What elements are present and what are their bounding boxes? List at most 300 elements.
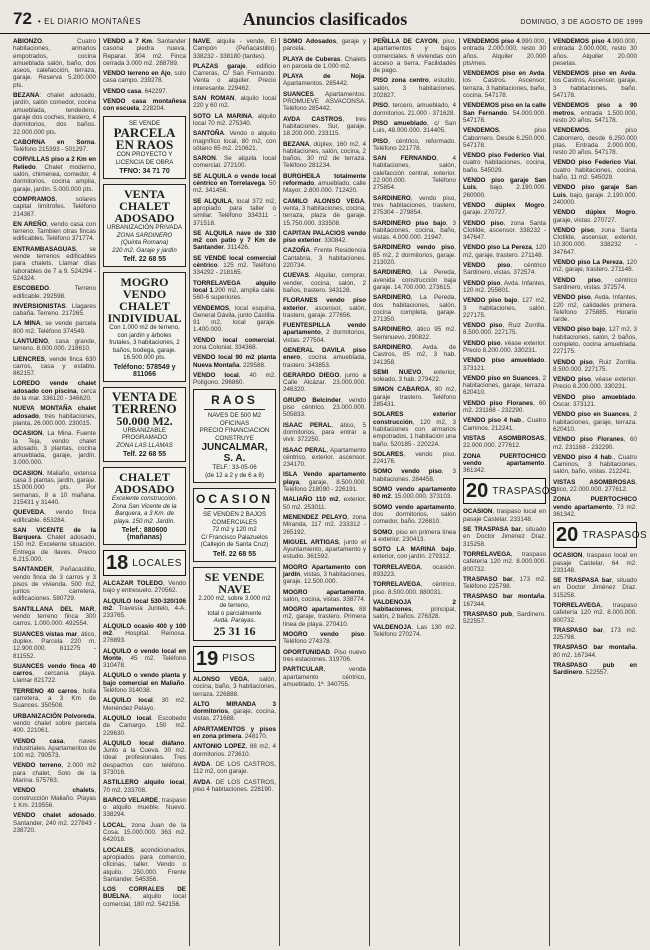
classified-ad: BEZANA, dúplex, 160 m2, 4 habitaciones, salón, cocina, 2 baños, 30 m2 de terraza. Teléfono 281234.: [283, 140, 366, 170]
classified-ad: VENDEMOS piso 4.990.000, entrada 2.000.000, resto 30 años. Alquiler 20.000 pesetas.: [553, 38, 637, 67]
ad-keyword: SOMO vendo apartamento 60 m2: [373, 486, 456, 501]
classified-ad: VENDO piso amueblado. Oscar. 373121.: [553, 393, 637, 409]
classified-ad: VENDO local, 40 m2. Polígono. 296860.: [193, 371, 276, 387]
classified-ad: VENDEMOS, piso Cabornero. Desde 6.250.000. 547178.: [463, 127, 546, 149]
ad-keyword: SE ALQUILA: [193, 197, 232, 205]
ad-keyword: LIENCRES: [13, 355, 45, 363]
ad-keyword: GENERAL DAVILA piso enero: [283, 346, 366, 362]
ad-keyword: ALQUILO local 530-320/106 m2: [103, 597, 186, 613]
classified-ad: PLAYA de Noja. Apartamentos. 285442.: [283, 73, 366, 88]
classified-ad: VENDO piso, zona Santa Clotilde, ascensor, exterior, 10.300.000. 338232 - 347647.: [553, 226, 637, 256]
classified-ad: VENDEMOS piso a 90 metros, entrada 1.500.000, resto 20 años. 547178.: [553, 102, 637, 124]
box-word: MOGRO: [120, 275, 169, 290]
classified-ad: LOREDO vende chalet adosado con piscina, cerca de la mar. 336120 - 346620.: [13, 380, 96, 403]
ad-keyword: ENTRAMBASAGUAS: [13, 245, 76, 253]
ad-keyword: VALDENOJA: [373, 623, 412, 631]
ad-keyword: PISO amueblado: [373, 119, 427, 127]
ad-keyword: LOS CORRALES DE BUELNA: [103, 886, 186, 901]
box-place: ZONA SARDINERO (Quinta Romana): [116, 231, 173, 247]
classified-ad: ANTONIO LOPEZ, 88 m2, 4 dormitorios. 273610.: [193, 743, 276, 758]
classifieds-columns: [10, 38, 648, 946]
column-5: [370, 38, 460, 946]
ad-keyword: VENDEMOS piso en Avda: [553, 70, 636, 78]
ad-list: [553, 552, 637, 676]
ad-keyword: ALTO MIRANDA 3 dormitorios: [193, 700, 276, 716]
ad-keyword: SUANCES: [283, 90, 314, 98]
classified-ad: SOTO LA MARINA bajo, exterior, con jardín. 279312.: [373, 546, 456, 561]
ad-keyword: BARCO VELARDE: [103, 796, 159, 804]
ad-keyword: ALQUILO local: [103, 714, 151, 722]
classified-ad: VENDO piso bajo, 127 m2, 3 habitaciones, salón, 2 baños, completo, cocina amueblada. 227175.: [553, 326, 637, 356]
section-label: TRASPASOS: [492, 485, 558, 497]
box-line: (Callejón de Santa Cruz): [200, 541, 269, 549]
ad-keyword: OCASION: [13, 469, 43, 477]
ad-keyword: TORRELAVEGA: [553, 602, 601, 609]
ad-keyword: LOREDO vende chalet adosado con piscina: [13, 380, 96, 395]
ad-list: [463, 508, 546, 625]
column-2: [100, 38, 190, 946]
section-banner-pisos: [193, 646, 276, 672]
ad-keyword: PLAYA de Cuberas: [283, 55, 341, 63]
classified-ad: GERARDO DIEGO, junto a Calle Alcázar. 23.000.000. 246320.: [283, 371, 367, 394]
ad-keyword: VENDO piso Federico Vial: [553, 159, 636, 167]
ad-keyword: VENDO piso Floranes: [553, 436, 624, 444]
classified-ad: TERRENO 40 carros, bolla carretera, a 3 Km de Suances. 350508.: [13, 687, 96, 710]
classified-ad: SOMO, piso en primera línea a exterior. 230413.: [373, 528, 456, 543]
classified-ad: OCASION, Maliaño, extensa casa 3 plantas, jardín, garaje. 15.000.000 pts. Por semanas, 8 a 10 mañana. 215431 y 31440.: [13, 469, 96, 506]
classified-ad: VENDEMOS piso en la calle San Fernando. 54.000.000. 547178.: [463, 102, 546, 124]
classified-ad: VENDO piso Federico Vial, cuatro habitaciones, cocina, baño, 11 m2. 545029.: [553, 159, 637, 182]
ad-keyword: URBANIZACIÓN Polvoreda: [13, 712, 95, 720]
ad-list: [553, 38, 637, 518]
ad-keyword: SARDINERO piso bajo: [373, 219, 447, 227]
classified-ad: BARCO VELARDE, traspaso o alquilo mueble. Nuevo. 338294.: [103, 796, 186, 819]
classified-ad: SARON. Se alquila local comercial. 272100.: [193, 155, 276, 170]
ad-keyword: SAN ROMAN: [193, 95, 235, 103]
section-banner-locales: [103, 550, 186, 576]
classified-ad: VENDO piso, véase exterior. Precio 8.200.000. 330231.: [463, 339, 546, 354]
ad-keyword: ISAAC PERAL: [283, 421, 332, 429]
classified-ad: ENTRAMBASAGUAS, se vende terrenos edificables para chalets. Llamar días laborables de 7 a 9. 524294 - 524324.: [13, 245, 96, 282]
ad-box-se-vende-nave: [193, 567, 276, 641]
page-number: 72: [13, 9, 32, 28]
ad-keyword: PISO: [373, 102, 389, 110]
classified-ad: VENDO local 90 m2 planta Nueva Montaña. 229588.: [193, 354, 276, 369]
ad-keyword: AVDA CASTROS: [283, 115, 343, 123]
ad-keyword: VENDO piso 4 hab: [463, 417, 521, 425]
ad-keyword: VENDO piso bajo: [553, 326, 606, 334]
box-subtitle: Excelente construcción. Zona San Vicente de la Barquera, a 3 Km. de playa. 150 m2. Jardín.: [111, 495, 178, 525]
classified-ad: ALQUILO o vendo local en Monte, 45 m2. Teléfono 310478.: [103, 647, 186, 670]
classified-ad: TORRELAVEGA, traspaso cafetería 120 m2. 8.000.000. 800732.: [553, 602, 637, 624]
classified-ad: OCASION, La Mina. Fuente la Teja, vendo chalet adosado, 3 plantas, cocina amueblada, garaje, jardín. 3.000.000.: [13, 430, 96, 467]
ad-keyword: SEMI NUEVO: [373, 368, 422, 376]
ad-keyword: TORRELAVEGA: [373, 563, 421, 571]
classified-ad: SAN ROMAN, alquilo local 220 y 60 m2.: [193, 95, 276, 110]
classified-ad: NAVE, alquila - vende, El Campón (Peñacastillo). 338232 - 338180 (tardes).: [193, 38, 276, 60]
ad-keyword: MOGRO Apartamento con jardín: [283, 563, 366, 578]
ad-keyword: ALQUILO ocasio 400 y 100 m2: [103, 622, 186, 637]
ad-keyword: VENDO casa: [13, 737, 64, 745]
section-number: 20: [466, 480, 489, 503]
classified-ad: ALQUILO local diáfano. Junto a la Cueva. 30 m2. Ideal profesionales. Tres despachos con teléfono. 373016.: [103, 739, 186, 776]
ad-keyword: VENDO terreno: [13, 762, 62, 770]
classified-ad: SE ALQUILA nave de 330 m2 con patio y 7 Km de Santander. 311426.: [193, 229, 276, 252]
classified-ad: SOMO vendo apartamento, dos dormitorios, salón comedor, baño. 226810.: [373, 503, 456, 526]
ad-keyword: AVDA: [193, 778, 211, 786]
classified-ad: VALDENOJA, Las 130 m2. Teléfono 270274.: [373, 623, 456, 639]
classified-ad: VENDO dúplex Mogro, garaje, vistas. 270727.: [553, 209, 637, 224]
ad-keyword: SE ALQUILA o vende local céntrico en Torrelavega: [193, 172, 276, 188]
ad-keyword: ESCOBEDO: [13, 285, 50, 293]
ad-keyword: VENDO piso en Suances: [463, 374, 539, 382]
ad-keyword: PISO: [373, 137, 389, 145]
classified-ad: ALQUILO o vendo planta y bajo comercial en Maliaño. Teléfono 314038.: [103, 672, 186, 695]
classified-ad: TORRELAVEGA alquilo local 1.200 m2, amplia calle. 560-6 superiores.: [193, 279, 276, 302]
ad-keyword: AVDA: [193, 760, 211, 768]
ad-keyword: OCASION: [13, 430, 43, 438]
ad-keyword: PLAZAS garaje: [193, 62, 246, 70]
classified-ad: VENDO dúplex Mogro, garaje. 270727.: [463, 201, 546, 217]
ad-keyword: SARDINERO: [373, 326, 411, 334]
classified-ad: TRASPASO pub, Sardinero. 522557.: [463, 611, 546, 626]
ad-list: [103, 38, 186, 113]
ad-keyword: VENDO piso: [553, 226, 594, 234]
classified-ad: SANTANDER, Peñacastillo, vendo finca de 3 carros y 3 pisos de vivienda. 500 m2, juntos carretera, edificaciones. 580729.: [13, 566, 96, 603]
ad-keyword: SE ALQUILA nave de 330 m2 con patio y 7 Km de Santander: [193, 229, 276, 252]
ad-keyword: LOCAL: [103, 821, 125, 829]
company-name: JUNCALMAR, S. A.: [201, 442, 268, 465]
classified-ad: VENDO piso Federico Vial, cuatro habitaciones, cocina, baño. 545029.: [463, 152, 546, 174]
classified-ad: AVDA. DE LOS CASTROS, 112 m2, con garaje.: [193, 760, 276, 776]
box-title: VENDO CHALET INDIVIDUAL: [107, 287, 182, 326]
classified-ad: LOCALES, acondicionados, apropiados para comercio, oficinas, taller. Vendo o alquilo. 250.000. Frente Santander. 545356.: [103, 846, 186, 883]
classified-ad: TRASPASO bar, 173 m2. Teléfono 225798.: [463, 575, 546, 591]
classified-ad: VENDO piso 4 hab., Cuatro Caminos. 212241.: [463, 417, 546, 432]
ad-keyword: ZONA PUERTOCHICO vendo apartamento: [553, 496, 637, 511]
classified-ad: VENDO local comercial, zona Colonial, 334368.: [193, 336, 276, 351]
ad-keyword: SUANCES vendo finca 40 carros: [13, 662, 96, 678]
box-title: VENTA CHALET ADOSADO: [114, 187, 175, 226]
classified-ad: TRASPASO bar, 173 m2. 225798.: [553, 626, 637, 642]
ad-keyword: NAVE: [193, 38, 211, 45]
classified-ad: VISTAS ASOMBROSAS, ático, 22.000.000. 277612.: [553, 478, 637, 494]
ad-keyword: SE TRASPASA bar: [463, 526, 521, 534]
box-divider: [204, 508, 265, 509]
ad-keyword: FLORANES vendo piso exterior: [283, 297, 366, 312]
ad-keyword: VENDO piso: [463, 339, 501, 347]
classified-ad: VENDO chalets, construcción Maliaño. Playas 1 Km. 219556.: [13, 787, 96, 809]
classified-ad: LOCAL, zona Juan de la Cosa. 15.000.000. 363 m2. 642018.: [103, 821, 186, 844]
classified-ad: SARDINERO, Avda. de Castros, 85 m2, 3 hab. 241358.: [373, 343, 456, 366]
box-subtitle: CON PROYECTO Y LICENCIA DE OBRA: [115, 151, 174, 166]
ad-keyword: CORVILLAS piso a 2 Km en Reliedo: [13, 156, 96, 171]
ad-keyword: SANTANDER: [13, 566, 53, 574]
ad-keyword: EN AREÑO: [13, 220, 47, 228]
classified-ad: TORRELAVEGA, ocasión. 893223.: [373, 563, 456, 578]
ad-keyword: SARDINERO: [373, 294, 411, 302]
ad-list: [373, 38, 456, 638]
ad-keyword: PEÑILLA DE CAYON: [373, 38, 438, 45]
box-subtitle: URBANIZABLE PROGRAMADO: [121, 426, 168, 442]
box-title: PARCELA EN RAOS: [113, 125, 176, 153]
ad-keyword: VENDEMOS piso 4: [553, 38, 611, 45]
ad-keyword: MOGRO vendo piso: [283, 631, 365, 639]
classified-ad: NUEVA MONTAÑA chalet adosado, tres habitaciones, planta, 26.000.000. 230015.: [13, 405, 96, 427]
classified-ad: SARDINERO vendo piso, 85 m2, 2 dormitorios, garaje. 213020.: [373, 244, 456, 267]
ad-keyword: VENDO piso garaje San Luis: [463, 177, 546, 192]
ad-keyword: VENDO local: [193, 371, 239, 379]
classified-ad: VENDO chalet adosado, Santander, 240 m2. 227843 - 238720.: [13, 812, 96, 834]
box-title: CHALET ADOSADO: [114, 470, 175, 497]
classified-ad: PLAZAS garaje, edificio Carreras, C/ San Fernando. Venta o alquiler. Precio interesante. 229462.: [193, 62, 276, 92]
box-area: 50.000 M2.: [116, 413, 173, 428]
classified-ad: SOMO vendo piso, 3 habitaciones. 284458.: [373, 468, 456, 483]
classified-ad: ESCOBEDO. Terreno edificable. 292598.: [13, 285, 96, 300]
box-subtitle: Con 1.000 m2 de terreno, con jardín y árboles frutales, 3 habitaciones, 2 baños, bodega, garaje. 16.500.000 pts.: [109, 324, 180, 362]
classified-ad: VENDO piso 4 hab., Cuatro Caminos, 3 habitaciones, salón, baño, vistas. 212241.: [553, 453, 637, 476]
classified-ad: VENDEMOS piso en Avda. los Castros. Ascensor, terraza, 3 habitaciones, baño, cocina. 547178.: [463, 70, 546, 100]
classified-ad: ISAAC PERAL, ático, 5 dormitorios, para entrar a vivir. 372250.: [283, 421, 366, 444]
classified-ad: SUANCES vendo finca 40 carros, cercanía playa. Llamar 821722.: [13, 662, 96, 685]
ad-keyword: TRASPASO pub en Sardinero: [553, 662, 637, 677]
page-header: [0, 0, 650, 34]
classified-ad: SE TRASPASA bar, situado en Doctor Jiménez Díaz. 315258.: [553, 577, 637, 599]
ad-keyword: ASTILLERO alquilo local: [103, 779, 185, 787]
classified-ad: OPORTUNIDAD. Piso nuevo tres estaciones. 319706.: [283, 648, 366, 663]
ad-keyword: SOLARES: [373, 450, 404, 458]
box-line: 2.200 m2, sobre 3.000 m2 de terreno,: [198, 594, 271, 610]
box-line: TELF.: 33-05-06: [212, 464, 257, 472]
classified-ad: SE ALQUILA o vende local céntrico en Torrelavega. 50 m2. 341456.: [193, 172, 276, 195]
classified-ad: VENDO a 7 Km. Santander casona piedra nueva. Reparar. 304 m2. Finca cerrada 3.000 m2. 288789.: [103, 38, 186, 67]
classified-ad: APARTAMENTOS y pisos en zona primera. 248170.: [193, 725, 276, 741]
ad-keyword: SANTILLANA DEL MAR: [13, 605, 95, 613]
ad-keyword: VENDO casa: [103, 87, 142, 95]
classified-ad: COMPRAMOS, solares capital limítrofes. Teléfono 214367.: [13, 195, 96, 218]
box-detail: 220 m2. Garaje y jardín: [112, 246, 177, 254]
classified-ad: MOGRO apartamentos, 88 m2, garaje, trastero. Primera línea de playa. 270410.: [283, 606, 366, 628]
ad-keyword: VENDO terreno en Ajo: [103, 70, 171, 78]
ad-list: [193, 676, 276, 793]
classified-ad: MENENDEZ PELAYO, zona Miranda, 117 m2. 233312 - 265192.: [283, 513, 366, 536]
page-date: DOMINGO, 3 DE AGOSTO DE 1999: [520, 19, 643, 26]
classified-ad: VENDO piso La Pereza, 120 m2, garaje, trastero. 271148.: [463, 244, 546, 259]
classified-ad: VENDO piso, Ruiz Zorrilla. 8.500.000. 227175.: [553, 358, 637, 373]
box-line: NAVES DE 500 M2: [207, 412, 262, 420]
ad-keyword: VENDEMOS: [553, 127, 590, 135]
ad-keyword: TORRELAVEGA: [463, 550, 511, 558]
ad-keyword: TRASPASO bar montaña: [553, 644, 636, 652]
classified-ad: ALONSO VEGA, salón, cocina, baño, 3 habitaciones, terraza. 226888.: [193, 675, 276, 698]
ad-keyword: ALQUILO o vendo local en Monte: [103, 647, 186, 662]
ad-box-venta-chalet: [103, 184, 186, 267]
ad-keyword: SUANCES vistas mar: [13, 630, 78, 638]
classified-ad: PISO zona centro, estudio, salón, 3 habitaciones. 202827.: [373, 77, 456, 100]
ad-keyword: VISTAS ASOMBROSAS: [553, 478, 636, 486]
classified-ad: SE ALQUILA, local 372 m2, apropiado para taller o similar. Teléfono 334311 - 371518.: [193, 197, 276, 227]
ad-keyword: VENDEMOS: [193, 304, 230, 312]
classified-ad: SARDINERO, La Pereda, avenida construcción baja garaje. 14.700.000. 273615.: [373, 269, 456, 291]
classified-ad: ALTO MIRANDA 3 dormitorios, garaje, cocina, vistas, 271688.: [193, 700, 276, 723]
classified-ad: VENDO piso, Avda. Infantes, 120 m2. 255601.: [463, 279, 546, 294]
section-banner-traspasos: [553, 522, 648, 548]
box-line: SE VENDEN 2 BAJOS: [203, 511, 266, 519]
ad-keyword: VENDO chalet adosado: [13, 812, 95, 820]
classified-ad: ALQUILO ocasio 400 y 100 m2. Hospital. Reinosa. 276893.: [103, 622, 186, 645]
ad-keyword: VENDO piso bajo: [463, 297, 518, 305]
ad-keyword: VALDENOJA 2 habitaciones: [373, 598, 456, 614]
ad-keyword: VENDEMOS: [463, 127, 500, 135]
classified-ad: CORVILLAS piso a 2 Km en Reliedo. Chalet moderno, salón, chimenea, comedor, 4 dormitorios, cocina amplia, garaje, jardín. 5.000.000 pts.: [13, 156, 96, 193]
ad-keyword: LANTUENO: [13, 337, 48, 345]
classified-ad: VENDO casa montañesa con escuela. 228204.: [103, 98, 186, 113]
box-phone: Telf. 22 68 55: [122, 256, 167, 264]
classified-ad: VENDO piso, Ruiz Zorrilla. 8.500.000. 227175.: [463, 322, 546, 337]
classified-ad: SUANCES vistas mar, ático, duplex. Parcela 220 m. 12.900.000. 811275 - 811552.: [13, 630, 96, 660]
ad-keyword: GRUPO Belcinder: [283, 396, 341, 404]
ad-keyword: OCASION: [553, 552, 583, 560]
classified-ad: SE VENDE local comercial céntrico. 125 m2. Teléfono 334292 - 218165.: [193, 254, 276, 277]
ad-keyword: TRASPASO bar: [463, 575, 513, 583]
classified-ad: CAZOÑA. Frente Residencia Cantabria, 3 habitaciones. 220734.: [283, 247, 366, 270]
classified-ad: SAN VICENTE de la Barquera. Chalet adosado, 150 m2. Excelente situación. Entrega de llaves. Precio 6.215.000.: [13, 526, 96, 563]
box-phone: TFNO: 34 71 70: [119, 168, 170, 176]
section-title: Anuncios clasificados: [242, 9, 408, 29]
classified-ad: ALQUILO local 530-320/106 m2. Travesía Juntelo, 4-A. 233765.: [103, 597, 186, 620]
classified-ad: PARTICULAR, vende apartamento céntrico, amueblado, 1ª. 340755.: [283, 666, 366, 688]
box-phone: Telf. 22 68 55: [122, 451, 167, 459]
classified-ad: SOLARES exterior construcción, 120 m2, 3 habitaciones con armarios empotrados, 1 habitación una baño. 520185 - 220224.: [373, 411, 456, 448]
ad-keyword: TORRELAVEGA alquilo local 1: [193, 279, 276, 294]
classified-ad: FUENTESPILLA vendo apartamento, 2 dormitorios, vistas. 277504.: [283, 322, 366, 344]
ad-keyword: VENDO chalets: [13, 787, 95, 795]
ad-box-mogro: [103, 272, 186, 382]
ad-keyword: ZONA PUERTOCHICO vendo apartamento: [463, 452, 546, 467]
classified-ad: CAMILO ALONSO VEGA, venta, 3 habitaciones, cocina, terraza, plaza de garaje. 15.750.000. 333508.: [283, 197, 366, 227]
classified-ad: VENDO piso La Pereza, 120 m2, garaje, trastero. 271148.: [553, 259, 637, 274]
classified-ad: MOGRO Apartamento con jardín, vistas, 3 habitaciones, garaje. 12.500.000.: [283, 563, 366, 586]
classified-ad: PISO amueblado, c/ San Luis, 48.000.000. 314405.: [373, 119, 456, 135]
ad-keyword: SARDINERO vendo piso: [373, 244, 455, 252]
classified-ad: VENDEMOS piso 4.990.000, entrada 2.000.000, resto 30 años. Alquiler 20.000 pts/mes.: [463, 38, 546, 67]
box-phone: Telef.: 880600 (mañanas): [121, 527, 168, 542]
ad-list: [103, 580, 186, 908]
publication-name: • EL DIARIO MONTAÑES: [37, 17, 142, 26]
classified-ad: BURGHEILA totalmente reformado, amueblado, calle Mayor. 2.800.000. 712420.: [283, 172, 366, 195]
ad-keyword: ABIONZO: [13, 38, 43, 45]
ad-keyword: VENDO piso amueblado: [463, 357, 545, 365]
ad-keyword: SIMON CABARGA: [373, 386, 430, 394]
classified-ad: TORRELAVEGA, traspaso cafetería 120 m2. 8.000.000. 800732.: [463, 550, 546, 573]
classified-ad: ZONA PUERTOCHICO vendo apartamento, 73 m2. 361342.: [553, 496, 637, 518]
box-line: C/ Francisco Palazuelos: [201, 533, 268, 541]
ad-keyword: VENDO piso: [553, 276, 601, 284]
column-1: [10, 38, 100, 946]
classified-ad: VENDO piso en Suances, 2 habitaciones, garaje, terraza. 620410.: [553, 411, 637, 433]
ad-keyword: PARTICULAR: [283, 666, 324, 674]
ad-keyword: VENDO piso: [553, 358, 593, 366]
ad-keyword: SOTO LA MARINA: [193, 112, 253, 120]
ad-keyword: VENDO piso: [553, 294, 591, 302]
ad-keyword: TRASPASO bar: [553, 626, 603, 634]
classified-ad: VENDO piso Floranes, 60 m2. 231168 - 232290.: [463, 399, 546, 415]
classified-ad: SOLARES, vendo piso. 224176.: [373, 450, 456, 466]
classified-ad: VENDO piso, céntrico Sardinero, vistas. 372574.: [553, 276, 637, 291]
ad-list: [463, 38, 546, 474]
classified-ad: BEZANA: chalet adosado, jardín, salón comedor, cocina amueblada, tendedero, garaje dos coches, trastero, 4 dormitorios, dos baños. 22.000.000 pts.: [13, 92, 96, 136]
classified-ad: AVDA. DE LOS CASTROS, piso 4 habitaciones. 228190.: [193, 778, 276, 793]
ad-list: [283, 38, 366, 688]
ad-box-chalet-adosado: [103, 467, 186, 545]
ad-keyword: SARON: [193, 155, 216, 163]
ad-keyword: MALIAÑO 110 m2: [283, 496, 339, 504]
box-phone: 25 31 16: [213, 623, 256, 638]
classified-ad: ABIONZO. Cuatro habitaciones, armarios empotrados, cocina amueblada salón, baño, dos aseos, calefacción, terraza, garaje. Reserva 5.200.000 pts.: [13, 38, 96, 89]
ad-keyword: SARDINERO: [373, 343, 411, 351]
section-banner-traspasos: [463, 478, 558, 504]
column-6: [460, 38, 558, 946]
classified-ad: LA MINA, se vende parcela 800 m2. Teléfono 374549.: [13, 320, 96, 335]
ad-keyword: MENENDEZ PELAYO: [283, 513, 348, 521]
ad-keyword: BURGHEILA totalmente reformado: [283, 172, 366, 188]
classified-ad: VENDO piso garaje San Luis, bajo, garaje. 2.190.000. 240000.: [553, 184, 637, 206]
ad-keyword: SARDINERO: [373, 269, 411, 277]
classified-ad: CAPITAN PALACIOS vendo piso exterior. 330842.: [283, 229, 366, 245]
ad-keyword: ANTONIO LOPEZ: [193, 743, 246, 751]
classified-ad: VENDO piso bajo, 127 m2, 3 habitaciones, salón. 227175.: [463, 297, 546, 319]
ad-keyword: VENDO piso amueblado: [553, 393, 636, 401]
box-line: 72 m2 y 120 m2: [212, 526, 257, 534]
classified-ad: VALDENOJA 2 habitaciones, principal, salón, 2 baños. 276328.: [373, 598, 456, 621]
ad-keyword: VENDEMOS piso en la calle San Fernando: [463, 102, 546, 117]
ad-keyword: SAN FERNANDO: [373, 155, 437, 163]
box-subtitle: URBANIZACIÓN PRIVADA: [106, 224, 183, 232]
ad-keyword: QUEVEDA: [13, 509, 45, 517]
ad-keyword: VENDEMOS piso 4: [463, 38, 520, 45]
classified-ad: VENDO piso Floranes, 60 m2. 231168 - 232290.: [553, 436, 637, 451]
section-number: 19: [196, 647, 219, 670]
classified-ad: ASTILLERO alquilo local, 70 m2. 233708.: [103, 779, 186, 794]
box-phone: Teléfono: 578549 y 811066: [113, 363, 176, 378]
classified-ad: OCASION, traspaso local en pasaje Castelar. 233148.: [463, 508, 546, 523]
classified-ad: MOGRO vendo piso. Teléfono 274378.: [283, 631, 366, 646]
classified-ad: AVDA CASTROS, tres habitaciones. Sur, garaje. 18.200.000. 233115.: [283, 115, 366, 138]
classified-ad: VENDEMOS, local esquina, General Dávila, junto Castilla. 91 m2, local garaje. 1.400.000.: [193, 304, 276, 334]
ad-keyword: SOMO vendo apartamento: [373, 503, 455, 511]
box-intro: SE VENDE: [128, 119, 161, 127]
classified-ad: VENDO piso, zona Santa Clotilde, ascensor. 338232 - 347647.: [463, 219, 546, 242]
ad-keyword: SANTOÑA: [193, 130, 225, 138]
classified-ad: SOTO LA MARINA, alquilo local 70 m2. 275340.: [193, 112, 276, 127]
box-place: ZONA LAS LLAMAS: [116, 441, 173, 449]
box-line: CONSTRUYE: [215, 434, 254, 442]
classified-ad: SE TRASPASA bar, situado en Doctor Jiménez Díaz. 315258.: [463, 526, 546, 548]
classified-ad: ZONA PUERTOCHICO vendo apartamento. 361342.: [463, 452, 546, 475]
ad-keyword: VENDO piso Federico Vial: [463, 152, 545, 160]
box-divider: [204, 409, 265, 410]
ad-keyword: CABORNA en Sorna: [13, 138, 95, 146]
section-number: 20: [556, 524, 579, 547]
ad-keyword: VENDO a 7 Km: [103, 38, 153, 45]
classified-ad: VENDO piso garaje San Luis, bajo. 2.190.000. 260000.: [463, 177, 546, 199]
ad-keyword: MOGRO apartamentos: [283, 606, 354, 614]
ad-keyword: VENDO dúplex Mogro: [463, 201, 545, 209]
classified-ad: TRASPASO bar montaña. 167344.: [463, 593, 546, 608]
box-title: SE VENDE NAVE: [204, 569, 265, 596]
classified-ad: SARDINERO, ático 95 m2. Seminuevo. 290822.: [373, 326, 456, 341]
ad-keyword: VENDO local comercial: [193, 336, 275, 344]
